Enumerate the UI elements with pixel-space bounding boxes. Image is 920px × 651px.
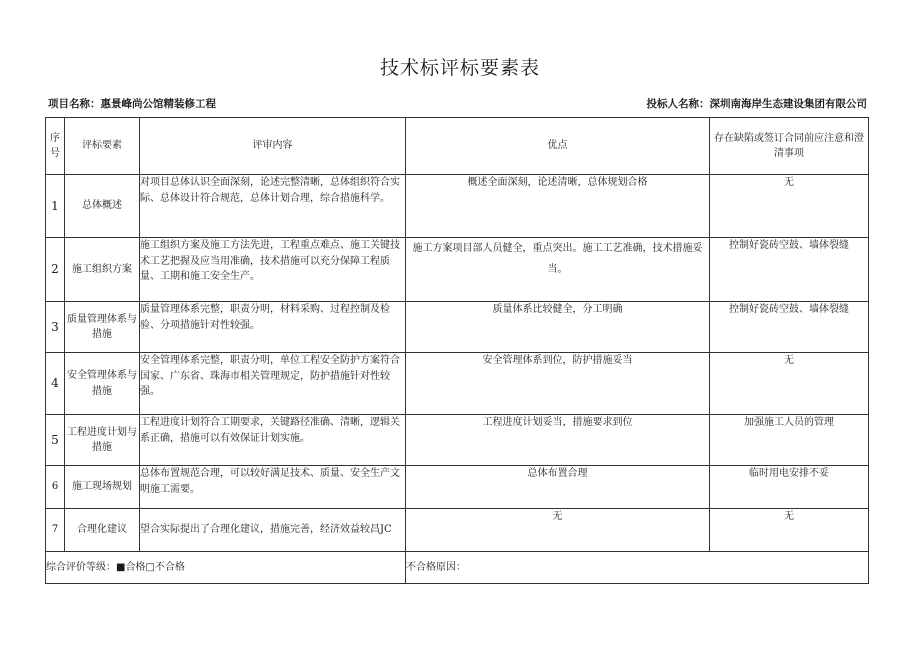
table-header-row <box>46 118 869 175</box>
row-no: 4 <box>46 353 65 415</box>
row-advantages: 工程进度计划妥当，措施要求到位 <box>406 415 710 466</box>
row-element: 工程进度计划与措施 <box>65 415 140 466</box>
row-no: 6 <box>46 466 65 509</box>
row-defects: 无 <box>710 175 869 238</box>
table-row <box>46 302 869 353</box>
fail-reason: 不合格原因： <box>406 552 869 584</box>
row-advantages: 无 <box>406 509 710 552</box>
row-element: 总体概述 <box>65 175 140 238</box>
header-advantages: 优点 <box>406 118 710 175</box>
row-element: 安全管理体系与措施 <box>65 353 140 415</box>
row-content: 工程进度计划符合工期要求，关键路径准确、清晰，逻辑关系正确，措施可以有效保证计划实施。 <box>140 415 406 466</box>
document-title: 技术标评标要素表 <box>379 57 540 79</box>
row-no: 2 <box>46 238 65 302</box>
row-content: 对项目总体认识全面深刻，论述完整清晰，总体组织符合实际、总体设计符合规范，总体计划合理，综合措施科学。 <box>140 175 406 238</box>
row-defects: 无 <box>710 353 869 415</box>
table-row <box>46 415 869 466</box>
row-element: 施工现场规划 <box>65 466 140 509</box>
row-defects: 控制好瓷砖空鼓、墙体裂缝 <box>710 302 869 353</box>
row-element: 质量管理体系与措施 <box>65 302 140 353</box>
table-row <box>46 353 869 415</box>
row-element: 合理化建议 <box>65 509 140 552</box>
table-row <box>46 175 869 238</box>
row-advantages: 总体布置合理 <box>406 466 710 509</box>
summary-row <box>46 552 869 584</box>
bidder-name: 投标人名称：深圳南海岸生态建设集团有限公司 <box>646 98 867 110</box>
row-content: 施工组织方案及施工方法先进，工程重点难点、施工关键技术工艺把握及应当用准确，技术措施可以充分保障工程质量、工期和施工安全生产。 <box>140 238 406 302</box>
row-content: 安全管理体系完整，职责分明，单位工程安全防护方案符合国家、广东省、珠海市相关管理规定，防护措施针对性较强。 <box>140 353 406 415</box>
row-no: 5 <box>46 415 65 466</box>
header-element: 评标要素 <box>65 118 140 175</box>
header-no: 序号 <box>46 118 65 175</box>
row-advantages: 施工方案项目部人员健全，重点突出。施工工艺准确，技术措施妥当。 <box>406 238 710 302</box>
row-defects: 加强施工人员的管理 <box>710 415 869 466</box>
row-advantages: 概述全面深刻，论述清晰，总体规划合格 <box>406 175 710 238</box>
row-defects: 无 <box>710 509 869 552</box>
row-advantages: 质量体系比较健全，分工明确 <box>406 302 710 353</box>
row-element: 施工组织方案 <box>65 238 140 302</box>
table-row <box>46 509 869 552</box>
row-no: 1 <box>46 175 65 238</box>
header-content: 评审内容 <box>140 118 406 175</box>
row-no: 7 <box>46 509 65 552</box>
table-row <box>46 238 869 302</box>
row-defects: 临时用电安排不妥 <box>710 466 869 509</box>
project-name: 项目名称：惠景峰尚公馆精装修工程 <box>48 98 216 110</box>
row-defects: 控制好瓷砖空鼓、墙体裂缝 <box>710 238 869 302</box>
table-row <box>46 466 869 509</box>
row-no: 3 <box>46 302 65 353</box>
evaluation-table <box>45 117 869 584</box>
header-defects: 存在缺陷或签订合同前应注意和澄清事项 <box>710 118 869 175</box>
row-advantages: 安全管理体系到位，防护措施妥当 <box>406 353 710 415</box>
row-content: 望合实际提出了合理化建议，措施完善，经济效益较昌JC <box>140 509 406 552</box>
row-content: 质量管理体系完整，职责分明，材料采购、过程控制及检验、分项措施针对性较强。 <box>140 302 406 353</box>
overall-grade: 综合评价等级：■合格□不合格 <box>46 552 406 584</box>
row-content: 总体布置规范合理，可以较好满足技术、质量、安全生产文明施工需要。 <box>140 466 406 509</box>
